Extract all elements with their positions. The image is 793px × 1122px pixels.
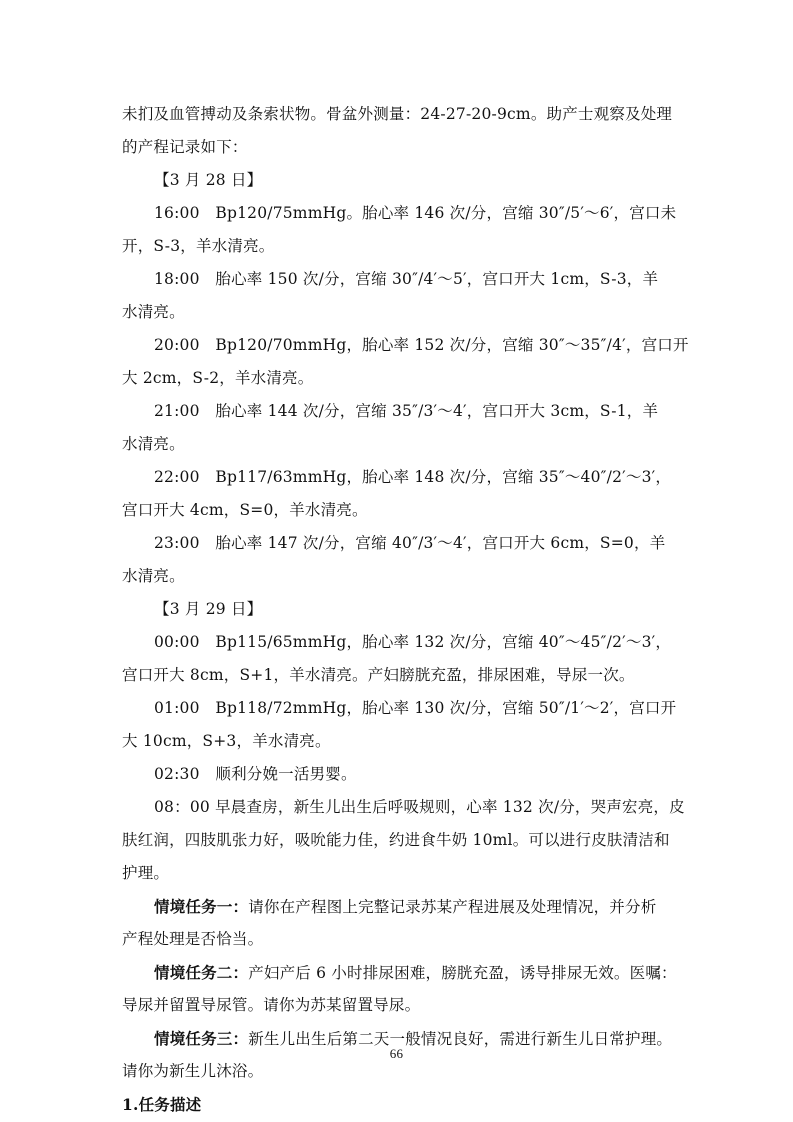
- task-label: 情境任务三：: [154, 1029, 249, 1048]
- record-entry: 02:30 顺利分娩一活男婴。: [154, 765, 357, 783]
- text-body: [122, 98, 689, 1121]
- record-entry-cont: 水清亮。: [122, 567, 185, 585]
- record-entry-cont: 护理。: [122, 864, 170, 882]
- record-entry-cont: 大 2cm，S-2，羊水清亮。: [122, 369, 314, 387]
- task-text: 请你在产程图上完整记录苏某产程进展及处理情况，并分析: [248, 898, 657, 916]
- page-number: 66: [389, 1046, 404, 1061]
- paragraph-line: 未扪及血管搏动及条索状物。骨盆外测量：24-27-20-9cm。助产士观察及处理: [122, 105, 673, 123]
- record-entry: 18:00 胎心率 150 次/分，宫缩 30″/4′～5′，宫口开大 1cm，S-3，羊: [154, 270, 659, 288]
- record-entry: 16:00 Bp120/75mmHg。胎心率 146 次/分，宫缩 30″/5′～6′，宫口未: [154, 204, 677, 222]
- record-entry-cont: 肤红润，四肢肌张力好，吸吮能力佳，约进食牛奶 10ml。可以进行皮肤清洁和: [122, 831, 670, 849]
- task-three-cont: 请你为新生儿沐浴。: [122, 1062, 264, 1080]
- record-entry: 00:00 Bp115/65mmHg，胎心率 132 次/分，宫缩 40″～45″/2′～3′，: [154, 633, 672, 651]
- record-entry-cont: 大 10cm，S+3，羊水清亮。: [122, 732, 331, 750]
- record-entry-cont: 开，S-3，羊水清亮。: [122, 237, 275, 255]
- task-two-cont: 导尿并留置导尿管。请你为苏某留置导尿。: [122, 996, 421, 1014]
- task-text: 新生儿出生后第二天一般情况良好，需进行新生儿日常护理。: [248, 1030, 673, 1048]
- date-heading: 【3 月 29 日】: [154, 600, 263, 618]
- task-label: 情境任务二：: [154, 963, 249, 982]
- date-heading: 【3 月 28 日】: [154, 171, 263, 189]
- task-one-cont: 产程处理是否恰当。: [122, 930, 264, 948]
- paragraph-line: 的产程记录如下：: [122, 138, 248, 156]
- record-entry: 21:00 胎心率 144 次/分，宫缩 35″/3′～4′，宫口开大 3cm，S-1，羊: [154, 402, 659, 420]
- record-entry: 08：00 早晨查房，新生儿出生后呼吸规则，心率 132 次/分，哭声宏亮，皮: [154, 798, 685, 816]
- record-entry-cont: 宫口开大 8cm，S+1，羊水清亮。产妇膀胱充盈，排尿困难，导尿一次。: [122, 666, 635, 684]
- record-entry-cont: 水清亮。: [122, 435, 185, 453]
- task-two: [122, 956, 682, 989]
- record-entry: 23:00 胎心率 147 次/分，宫缩 40″/3′～4′，宫口开大 6cm，S=0，羊: [154, 534, 666, 552]
- section-heading: 1.任务描述: [122, 1095, 202, 1114]
- task-one: [122, 890, 682, 923]
- record-entry: 20:00 Bp120/70mmHg，胎心率 152 次/分，宫缩 30″～35″/4′，宫口开: [154, 336, 689, 354]
- record-entry-cont: 水清亮。: [122, 303, 185, 321]
- record-entry-cont: 宫口开大 4cm，S=0，羊水清亮。: [122, 501, 368, 519]
- task-text: 产妇产后 6 小时排尿困难，膀胱充盈，诱导排尿无效。医嘱：: [248, 964, 677, 982]
- record-entry: 22:00 Bp117/63mmHg，胎心率 148 次/分，宫缩 35″～40″/2′～3′，: [154, 468, 672, 486]
- record-entry: 01:00 Bp118/72mmHg，胎心率 130 次/分，宫缩 50″/1′～2′，宫口开: [154, 699, 677, 717]
- task-label: 情境任务一：: [154, 897, 249, 916]
